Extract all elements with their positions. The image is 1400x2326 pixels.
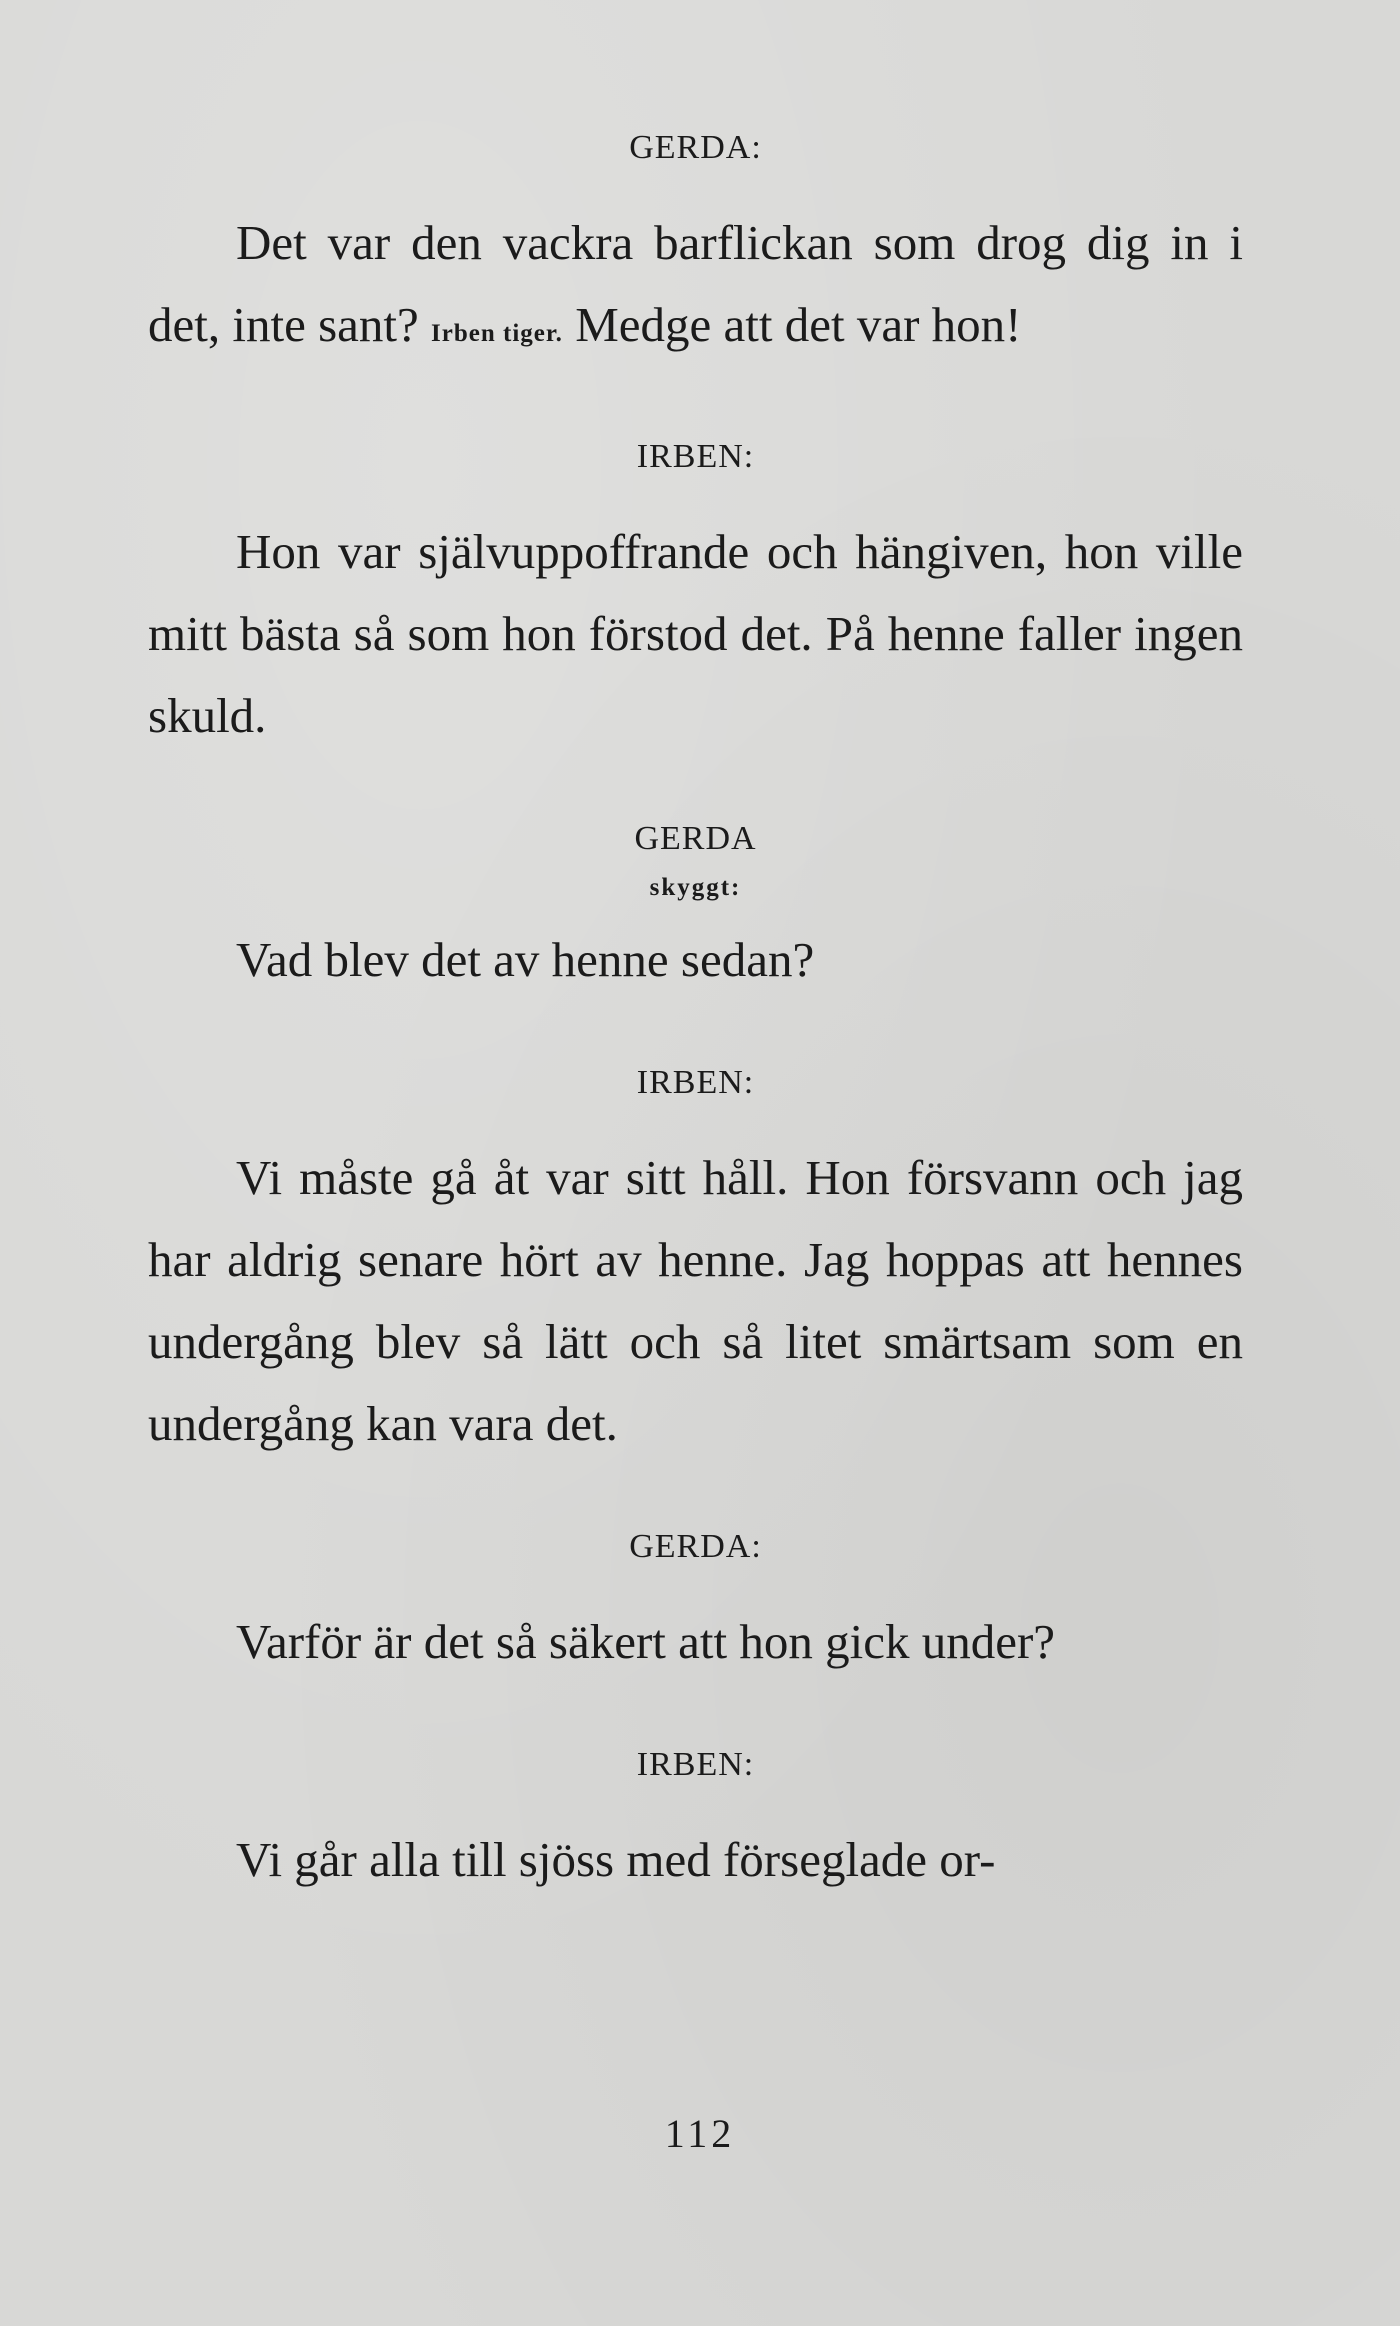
stage-direction: Irben tiger. (431, 320, 563, 347)
page-number: 112 (664, 2111, 736, 2156)
speaker-label: GERDA: (629, 1528, 762, 1565)
speaker-label: IRBEN: (636, 1746, 755, 1783)
speaker-label: GERDA (634, 820, 757, 857)
speech-paragraph: Vi går alla till sjöss med förseglade or- (236, 1832, 996, 1887)
speaker-label: GERDA: (629, 129, 762, 166)
speaker-label: IRBEN: (636, 1064, 755, 1101)
speech-paragraph: Vi måste gå åt var sitt håll. Hon försvann och jag har aldrig senare hört av henne. Jag hoppas att hennes undergång blev så lätt och så litet smärtsam som en undergång kan vara det. (148, 1150, 1243, 1451)
speech-paragraph: Varför är det så säkert att hon gick under? (236, 1614, 1056, 1669)
speech-text: Det var den vackra barflickan som drog dig in i det, inte sant? (148, 215, 1243, 352)
speaker-label: IRBEN: (636, 438, 755, 475)
speech-paragraph: Vad blev det av henne sedan? (236, 932, 815, 987)
dialogue-text (148, 128, 1243, 1901)
speech-paragraph (148, 202, 1243, 375)
speech-paragraph: Hon var självuppoffrande och hängiven, hon ville mitt bästa så som hon förstod det. På henne faller ingen skuld. (148, 524, 1243, 743)
stage-direction: skyggt: (649, 874, 742, 901)
speech-text: Medge att det var hon! (575, 297, 1022, 352)
